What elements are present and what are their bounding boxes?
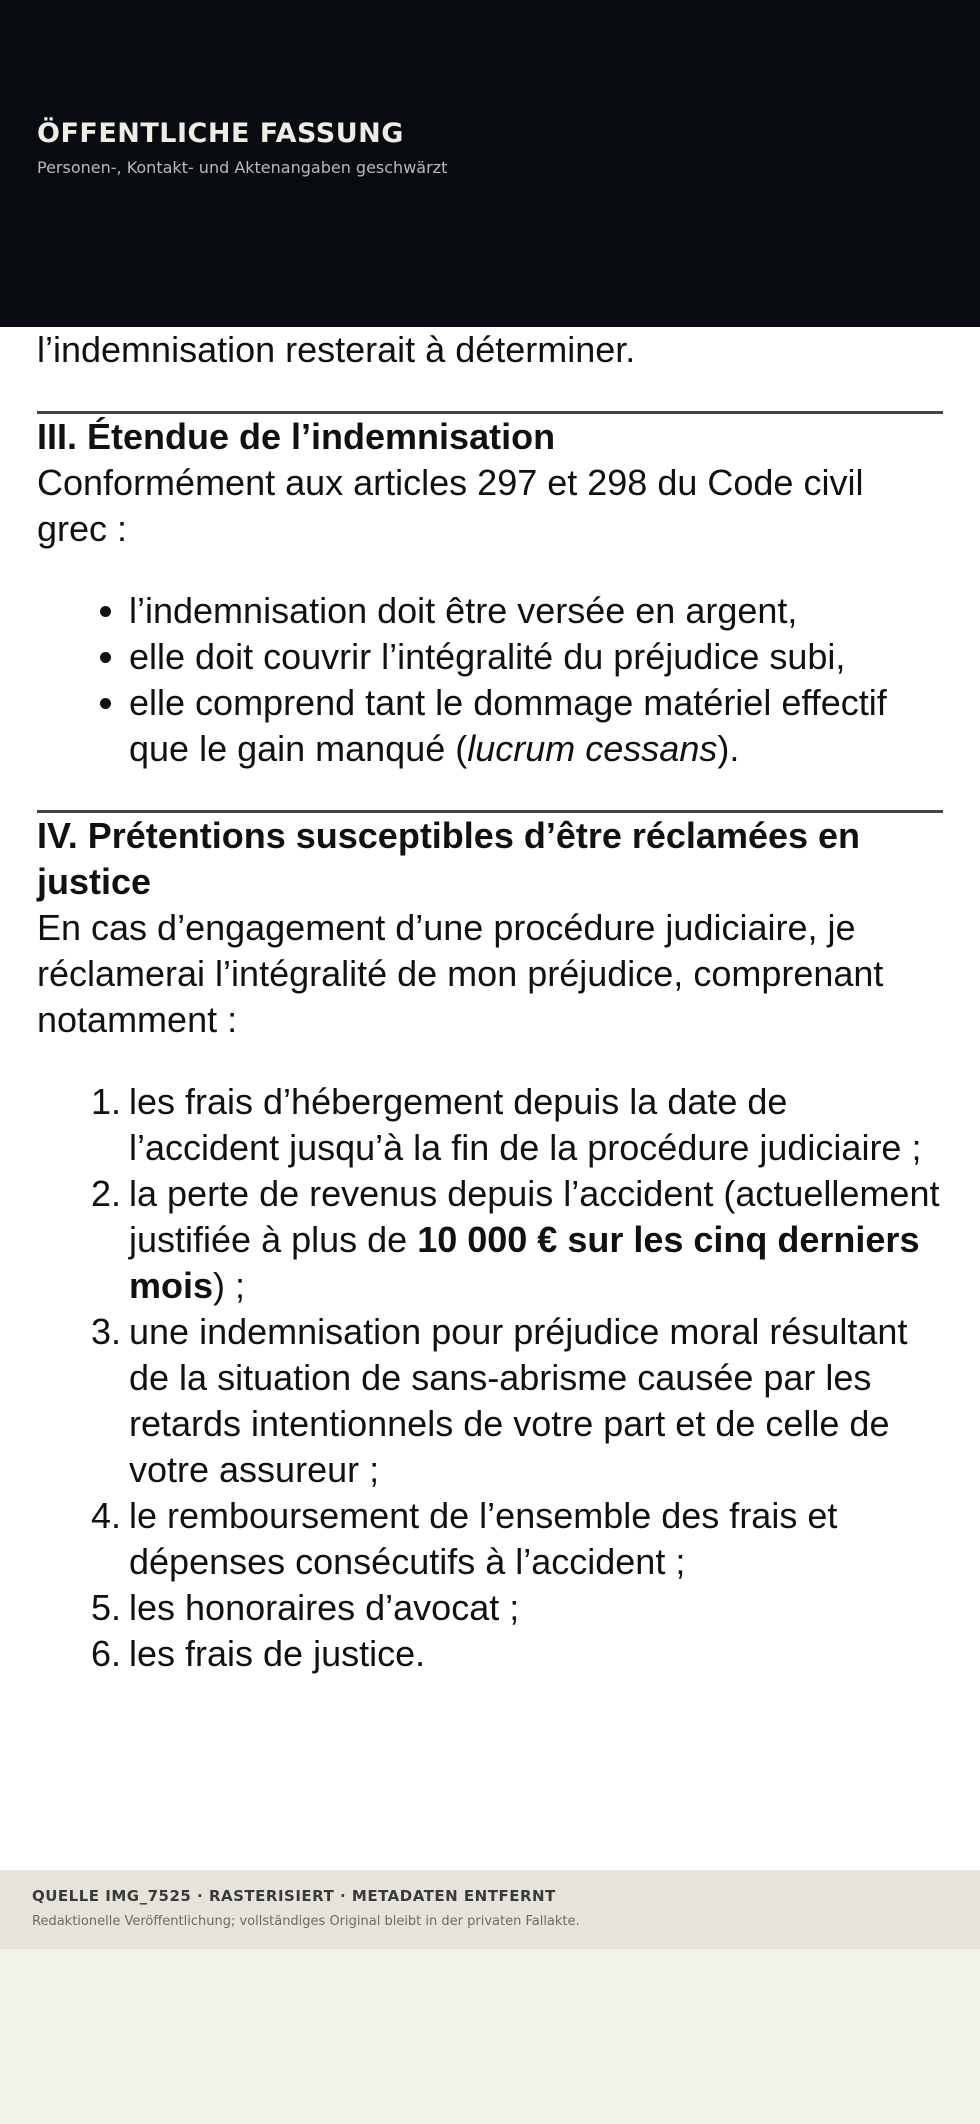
bullet-text: elle comprend tant le dommage matériel effectif que le gain manqué ( [129,682,887,769]
section-3-title: III. Étendue de l’indemnisation [37,416,556,457]
claim-text: les honoraires d’avocat ; [129,1587,520,1628]
claim-number: 3. [90,1311,121,1352]
claim-text-end: ) ; [213,1265,246,1306]
footer-title: QUELLE IMG_7525 · RASTERISIERT · METADATEN ENTFERNT [32,1887,556,1905]
claim-number: 2. [90,1173,121,1214]
section-4-intro: En cas d’engagement d’une procédure judiciaire, je réclamerai l’intégralité de mon préjudice, comprenant notamment : [37,907,884,1040]
banner-title: ÖFFENTLICHE FASSUNG [37,118,404,149]
bullet-item [129,634,943,680]
claim-text: les frais de justice. [129,1633,426,1674]
claim-item [90,1493,943,1585]
claim-number: 4. [90,1495,121,1536]
claim-text: la perte de revenus depuis l’accident (actuellement justifiée à plus de [129,1173,940,1260]
section-3-bullet-list [37,588,943,772]
banner-subtitle: Personen-, Kontakt- und Aktenangaben geschwärzt [37,158,448,177]
claim-amount: 10 000 € sur les cinq derniers mois [129,1219,920,1306]
bullet-text: elle doit couvrir l’intégralité du préjudice subi, [129,636,846,677]
claim-item [90,1309,943,1493]
bullet-item [129,680,943,772]
section-4-title: IV. Prétentions susceptibles d’être réclamées en justice [37,815,861,902]
bullet-text-end: ). [717,728,740,769]
claim-item [90,1631,943,1677]
document-page [0,327,980,1870]
bullet-text: l’indemnisation doit être versée en argent, [129,590,798,631]
claim-text: une indemnisation pour préjudice moral résultant de la situation de sans-abrisme causée par les retards intentionnels de votre part et de celle de votre assureur ; [129,1311,908,1490]
claim-item [90,1585,943,1631]
claim-item [90,1171,943,1309]
claim-number: 6. [90,1633,121,1674]
bullet-item [129,588,943,634]
claim-number: 5. [90,1587,121,1628]
section-3-intro: Conformément aux articles 297 et 298 du Code civil grec : [37,462,864,549]
redaction-banner [0,0,980,327]
continuation-text: l’indemnisation resterait à déterminer. [37,329,636,370]
footer-subtitle: Redaktionelle Veröffentlichung; vollständiges Original bleibt in der privaten Fallakte. [32,1914,580,1929]
claim-item [90,1079,943,1171]
latin-term: lucrum cessans [467,728,718,769]
claims-list [37,1079,943,1677]
source-footer [0,1870,980,1949]
claim-text: les frais d’hébergement depuis la date de l’accident jusqu’à la fin de la procédure judiciaire ; [129,1081,922,1168]
claim-number: 1. [90,1081,121,1122]
document-body [0,327,980,1677]
claim-text: le remboursement de l’ensemble des frais et dépenses consécutifs à l’accident ; [129,1495,838,1582]
